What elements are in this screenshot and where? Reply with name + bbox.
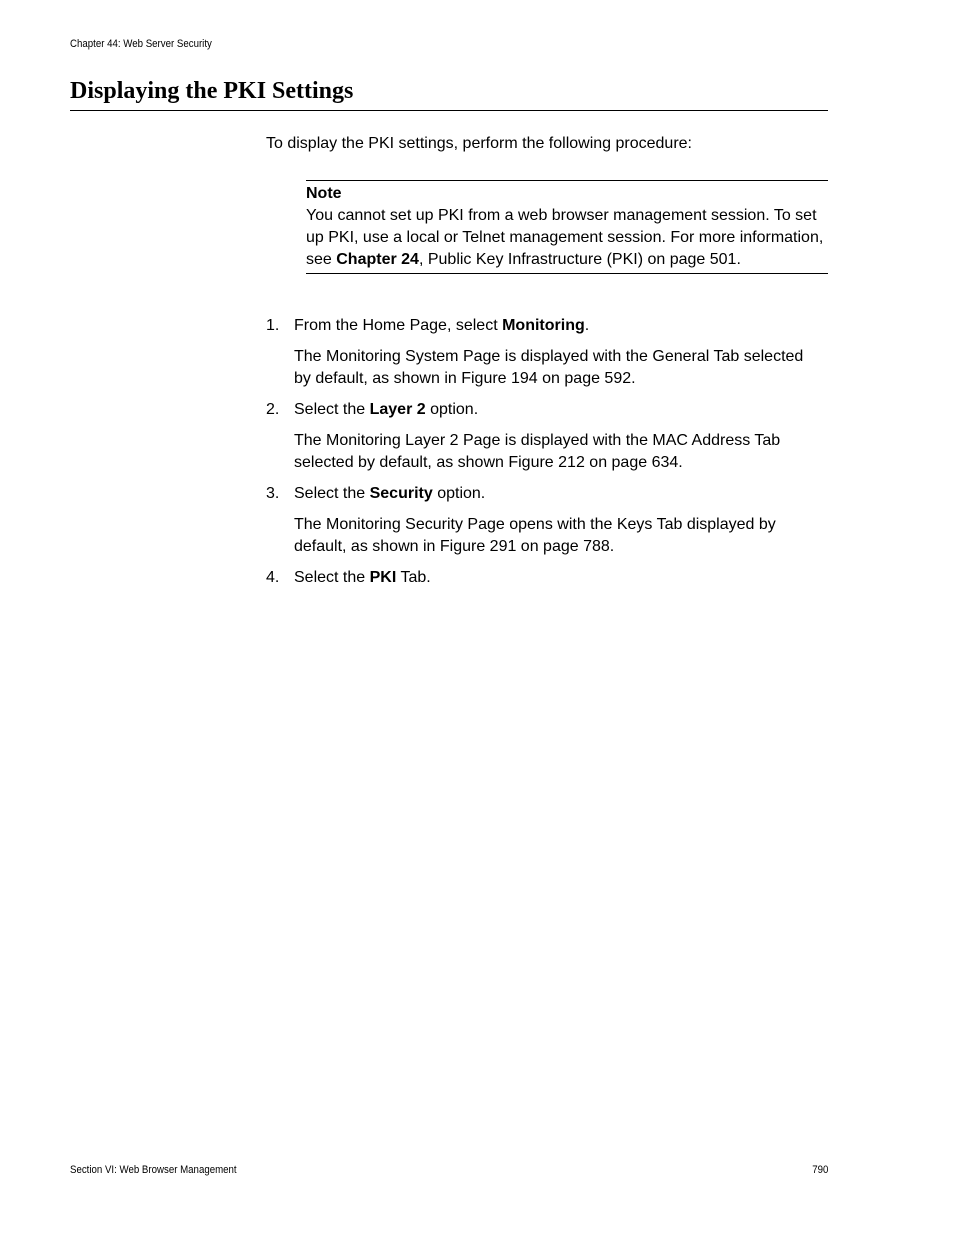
- step-bold-term: Layer 2: [369, 401, 426, 418]
- note-box: [306, 180, 828, 274]
- step-item: [266, 483, 806, 558]
- step-bold-term: Security: [369, 485, 433, 502]
- step-number: 3.: [266, 485, 280, 502]
- running-header: Chapter 44: Web Server Security: [70, 38, 212, 50]
- procedure-steps: [266, 315, 806, 598]
- note-chapter-reference: Chapter 24: [336, 251, 419, 268]
- step-instruction: [294, 567, 806, 589]
- step-text: Select the: [294, 485, 370, 502]
- step-number: 4.: [266, 569, 280, 586]
- step-bold-term: PKI: [369, 569, 397, 586]
- page-title: Displaying the PKI Settings: [70, 77, 828, 111]
- step-item: [266, 315, 806, 390]
- step-detail: The Monitoring System Page is displayed with the General Tab selected by default, as shown in Figure 194 on page 592.: [294, 348, 804, 387]
- step-text: Select the: [294, 401, 370, 418]
- note-text-part-2: , Public Key Infrastructure (PKI) on page 501.: [418, 251, 741, 268]
- step-item: [266, 399, 806, 474]
- step-detail: The Monitoring Layer 2 Page is displayed with the MAC Address Tab selected by default, as shown Figure 212 on page 634.: [294, 432, 781, 471]
- step-text: Tab.: [396, 569, 431, 586]
- step-item: [266, 567, 806, 589]
- step-number: 1.: [266, 317, 280, 334]
- step-text: option.: [425, 401, 479, 418]
- step-text: .: [584, 317, 590, 334]
- step-bold-term: Monitoring: [502, 317, 585, 334]
- step-text: From the Home Page, select: [294, 317, 503, 334]
- step-text: option.: [432, 485, 486, 502]
- step-instruction: [294, 483, 806, 505]
- step-detail: The Monitoring Security Page opens with the Keys Tab displayed by default, as shown in Figure 291 on page 788.: [294, 516, 776, 555]
- note-text: [306, 205, 828, 271]
- footer-section: Section VI: Web Browser Management: [70, 1164, 237, 1176]
- note-text-part-1: You cannot set up PKI from a web browser management session. To set up PKI, use a local or Telnet management session. For more information, see: [306, 207, 824, 268]
- step-number: 2.: [266, 401, 280, 418]
- note-heading: Note: [306, 185, 342, 202]
- step-text: Select the: [294, 569, 370, 586]
- step-instruction: [294, 399, 806, 421]
- step-instruction: [294, 315, 806, 337]
- page-number: 790: [811, 1164, 828, 1176]
- intro-paragraph: To display the PKI settings, perform the following procedure:: [266, 135, 692, 152]
